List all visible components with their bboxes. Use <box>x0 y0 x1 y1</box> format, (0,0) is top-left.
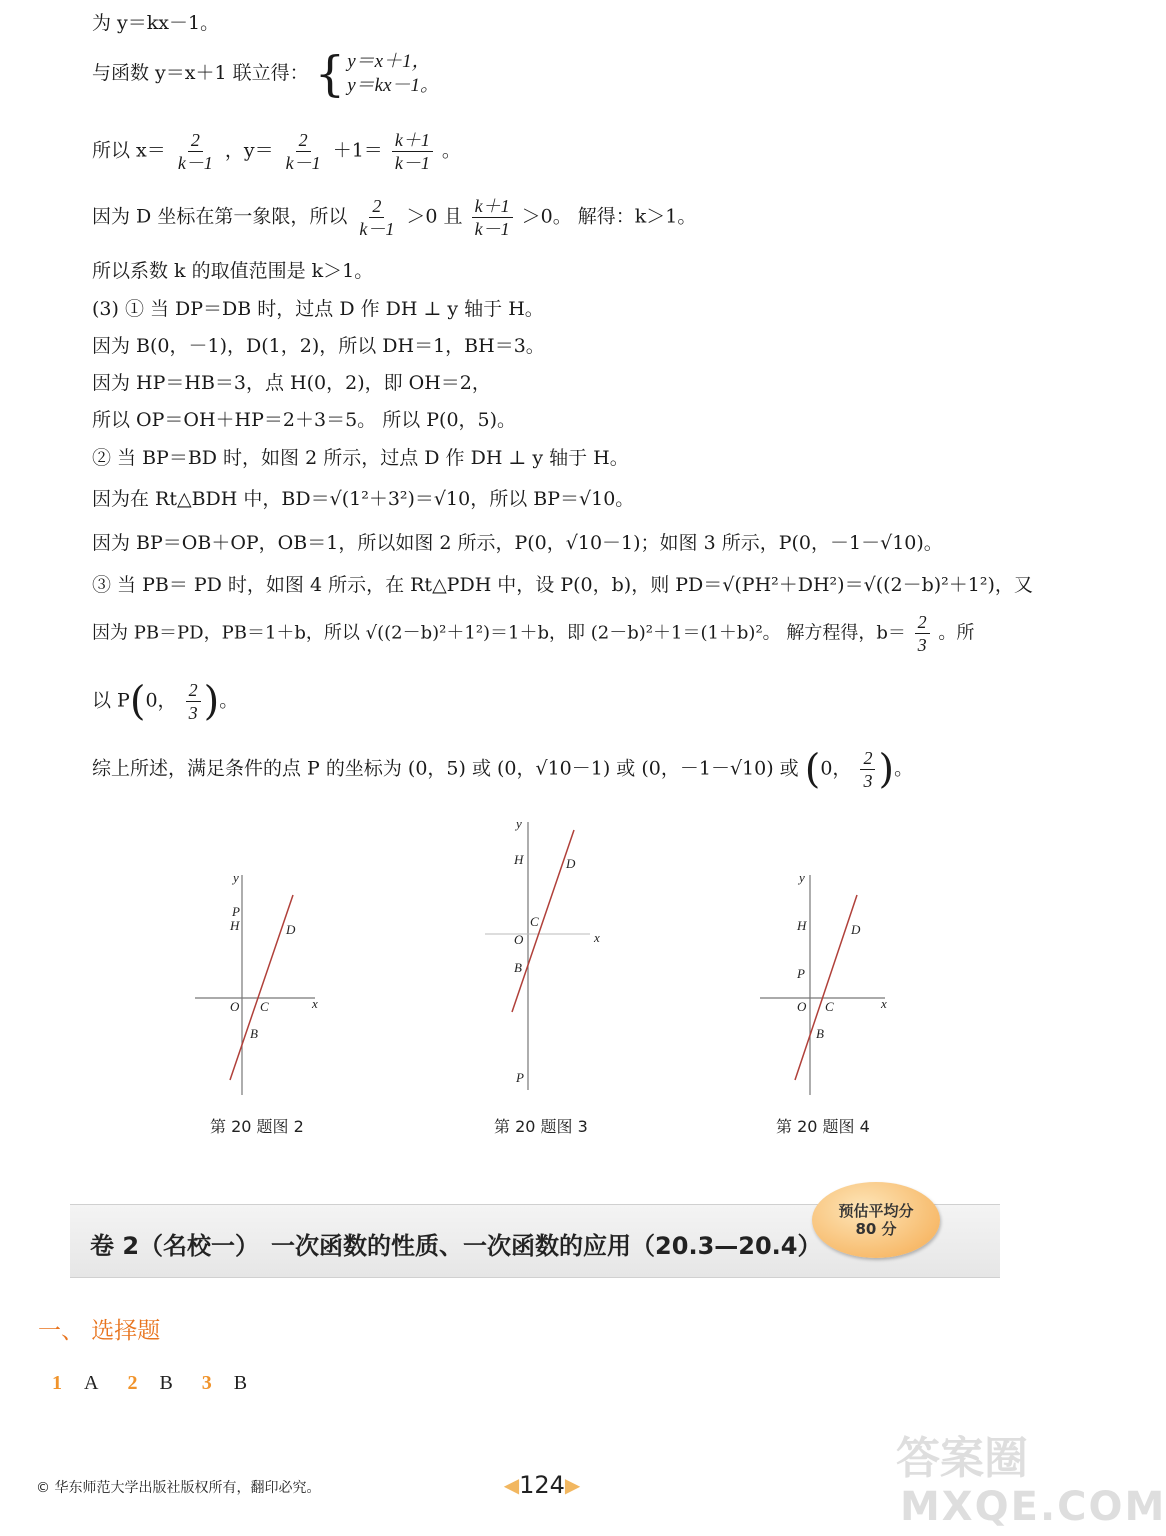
fig2-label-c: C <box>260 999 269 1014</box>
fraction: $\frac{2}{3}$ <box>860 748 875 791</box>
fig4-label-b: B <box>816 1026 824 1041</box>
right-triangle-icon: ▶ <box>564 1473 581 1497</box>
solution-line-12: 因为 BP＝OB＋OP，OB＝1，所以如图 2 所示，P(0，√10－1)；如图 3 所示，P(0，－1－√10)。 <box>92 532 943 554</box>
figure-2-caption: 第 20 题图 2 <box>210 1117 304 1136</box>
answer-value: A <box>84 1372 99 1394</box>
badge-score: 80 分 <box>855 1220 897 1238</box>
fig3-label-b: B <box>514 960 522 975</box>
fraction: $\frac{2}{3}$ <box>186 680 201 723</box>
fig2-label-h: H <box>230 918 240 933</box>
solution-line-13: ③ 当 PB＝ PD 时，如图 4 所示，在 Rt△PDH 中，设 P(0，b)，则 PD＝√(PH²＋DH²)＝√((2－b)²＋1²)，又 <box>92 574 1033 596</box>
solution-line-14: 因为 PB＝PD，PB＝1＋b，所以 √((2－b)²＋1²)＝1＋b，即 (2－b)²＋1＝(1＋b)²。 解方程得，b＝ $\frac{2}{3}$ 。所 <box>92 612 975 655</box>
fig3-label-o: O <box>514 932 524 947</box>
fig2-label-o: O <box>230 999 240 1014</box>
fig4-label-d: D <box>851 922 861 937</box>
figure-3-caption: 第 20 题图 3 <box>494 1117 588 1136</box>
answer-value: B <box>159 1372 173 1394</box>
solution-line-1: 为 y＝kx－1。 <box>92 12 220 34</box>
fig4-label-c: C <box>825 999 834 1014</box>
solution-line-2: 与函数 y＝x＋1 联立得： { y＝x＋1， y＝kx－1。 <box>92 46 440 102</box>
fraction: $\frac{2}{k-1}$ <box>285 130 321 173</box>
fraction: $\frac{2}{k-1}$ <box>359 196 395 239</box>
figure-4-diagram <box>755 860 905 1100</box>
fig3-label-c: C <box>530 914 539 929</box>
solution-line-7: 因为 B(0，－1)，D(1，2)，所以 DH＝1，BH＝3。 <box>92 335 545 357</box>
section-title: 卷 2（名校一） 一次函数的性质、一次函数的应用（20.3—20.4） <box>90 1232 822 1260</box>
fig4-label-o: O <box>797 999 807 1014</box>
fraction: $\frac{2}{k-1}$ <box>177 130 213 173</box>
system-row-1: y＝x＋1， <box>347 51 431 72</box>
fig4-label-h: H <box>797 918 807 933</box>
page-number-text: 124 <box>519 1471 565 1499</box>
fig2-label-y: y <box>233 870 239 885</box>
solution-line-9: 所以 OP＝OH＋HP＝2＋3＝5。 所以 P(0，5)。 <box>92 409 517 431</box>
fraction: $\frac{k+1}{k-1}$ <box>392 130 433 173</box>
fraction: $\frac{k+1}{k-1}$ <box>472 196 513 239</box>
choice-answers <box>52 1372 271 1395</box>
solution-line-5: 所以系数 k 的取值范围是 k＞1。 <box>92 260 374 282</box>
solution-line-15: 以 P(0， $\frac{2}{3}$ )。 <box>92 678 239 725</box>
fig2-label-b: B <box>250 1026 258 1041</box>
watermark-url: MXQE.COM <box>900 1484 1166 1530</box>
copyright-notice: © 华东师范大学出版社版权所有，翻印必究。 <box>36 1480 321 1496</box>
figure-2-diagram <box>190 860 340 1100</box>
equation-system: { y＝x＋1， y＝kx－1。 <box>314 46 440 102</box>
fig4-label-p: P <box>797 966 805 981</box>
badge-label: 预估平均分 <box>838 1202 914 1220</box>
figure-3-diagram <box>480 812 620 1092</box>
answer-number: 2 <box>127 1372 138 1394</box>
fig3-label-x: x <box>594 930 600 945</box>
choice-section-heading: 一、 选择题 <box>38 1318 161 1344</box>
solution-line-4: 因为 D 坐标在第一象限，所以 $\frac{2}{k-1}$ ＞0 且 $\frac{k+1}{k-1}$ ＞0。 解得：k＞1。 <box>92 196 697 239</box>
watermark-logo: 答案圈 <box>896 1433 1028 1484</box>
fig3-label-p: P <box>516 1070 524 1085</box>
solution-line-11: 因为在 Rt△BDH 中，BD＝√(1²＋3²)＝√10，所以 BP＝√10。 <box>92 488 635 510</box>
fraction: $\frac{2}{3}$ <box>915 612 930 655</box>
fig3-label-h: H <box>514 852 524 867</box>
solution-line-6: (3) ① 当 DP＝DB 时，过点 D 作 DH ⊥ y 轴于 H。 <box>92 298 544 320</box>
fig3-label-y: y <box>516 816 522 831</box>
figure-4-caption: 第 20 题图 4 <box>776 1117 870 1136</box>
fig2-label-p: P <box>232 904 240 919</box>
solution-line-10: ② 当 BP＝BD 时，如图 2 所示，过点 D 作 DH ⊥ y 轴于 H。 <box>92 447 629 469</box>
fig2-label-x: x <box>312 996 318 1011</box>
solution-line-8: 因为 HP＝HB＝3，点 H(0，2)，即 OH＝2， <box>92 372 491 394</box>
page-number <box>500 1468 584 1502</box>
fig3-label-d: D <box>566 856 576 871</box>
fig4-label-y: y <box>799 870 805 885</box>
left-triangle-icon: ◀ <box>503 1473 520 1497</box>
answer-number: 1 <box>52 1372 62 1394</box>
solution-line-3: 所以 x＝ $\frac{2}{k-1}$ ，y＝ $\frac{2}{k-1}$ ＋1＝ $\frac{k+1}{k-1}$ 。 <box>92 130 461 173</box>
answer-number: 3 <box>201 1372 212 1394</box>
solution-line-16: 综上所述，满足条件的点 P 的坐标为 (0，5) 或 (0，√10－1) 或 (0，－1－√10) 或 (0， $\frac{2}{3}$ )。 <box>92 746 914 793</box>
fig2-label-d: D <box>286 922 296 937</box>
fig4-label-x: x <box>881 996 887 1011</box>
system-row-2: y＝kx－1。 <box>347 75 440 96</box>
average-score-badge <box>812 1182 940 1258</box>
answer-value: B <box>233 1372 248 1394</box>
